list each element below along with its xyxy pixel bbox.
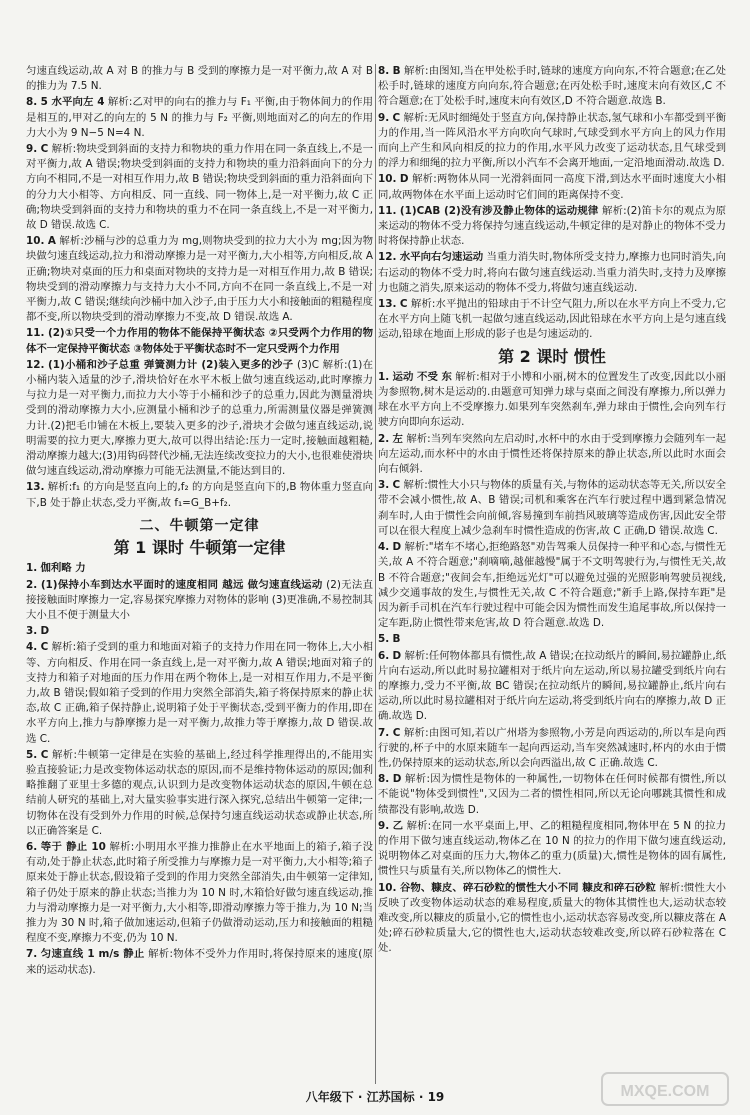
answer-item [378, 772, 726, 818]
item-number: 9. [378, 111, 390, 124]
item-explanation: 解析:无风时细绳处于竖直方向,保持静止状态,氢气球和小车都受到平衡力的作用,当一阵风沿水平方向吹向气球时,气球受到水平方向上的风力作用而向上产生和风向相反的拉力的作用,水平风力改变了运动状态,且气球受到的浮力和细绳的拉力平衡,所以小汽车不会离开地面,一定沿地面滑动.故选 D. [378, 111, 726, 170]
item-number: 11. [378, 204, 397, 217]
item-explanation: 解析:水平抛出的铅球由于不计空气阻力,所以在水平方向上不受力,它在水平方向上随飞机一起做匀速直线运动,因此铅球在水平方向上是匀速直线运动,铅球在地面上形成的影子也是匀速运动的. [378, 298, 726, 341]
item-explanation: 解析:相对于小博和小丽,树木的位置发生了改变,因此以小丽为参照物,树木是运动的.由题意可知弹力球与桌面之间没有摩擦力,所以弹力球在水平方向上不受摩擦力.如果列车突然刹车,弹力球由于惯性,会向列车行驶方向即向东运动. [378, 370, 726, 429]
item-number: 3. [378, 479, 390, 492]
item-answer: C [392, 111, 401, 124]
answer-item [26, 64, 373, 94]
item-number: 2. [378, 432, 390, 445]
item-answer: 运动 不受 东 [392, 370, 452, 383]
answer-item [378, 881, 726, 957]
item-answer: 左 [392, 432, 403, 445]
item-answer: 伽利略 力 [40, 562, 86, 575]
item-number: 5. [26, 748, 38, 761]
item-number: 2. [26, 578, 38, 591]
item-number: 10. [378, 173, 397, 186]
answer-item [26, 578, 373, 624]
answer-item [26, 624, 373, 639]
item-answer: C [392, 479, 401, 492]
item-number: 7. [26, 948, 38, 961]
item-answer: D [399, 173, 409, 186]
item-answer: 乙 [392, 819, 404, 832]
item-answer: 水平向右匀速运动 [399, 251, 484, 264]
item-explanation: 解析:在同一水平桌面上,甲、乙的粗糙程度相同,物体甲在 5 N 的拉力的作用下做匀速直线运动,物体乙在 10 N 的拉力的作用下做匀速直线运动,说明物体乙对桌面的压力大,物体乙的重力(质量)大,惯性是物体的固有属性,惯性只与质量有关,所以物体乙的惯性大. [378, 819, 726, 878]
item-number: 8. [26, 96, 38, 109]
item-number: 4. [26, 641, 38, 654]
answer-item [378, 649, 726, 725]
item-explanation: 解析:f₁ 的方向是竖直向上的,f₂ 的方向是竖直向下的,B 物体重力竖直向下,B 处于静止状态,受力平衡,故 f₁=G_B+f₂. [26, 481, 373, 509]
item-answer: 匀速直线 1 m/s 静止 [40, 948, 145, 961]
answer-item [26, 234, 373, 325]
item-answer: (1)保持小车到达水平面时的速度相同 越远 做匀速直线运动 [40, 578, 323, 591]
answer-item [378, 478, 726, 539]
item-explanation: 解析:两物体从同一光滑斜面同一高度下滑,到达水平面时速度大小相同,故两物体在水平面上运动时它们间的距离保持不变. [378, 173, 726, 201]
item-number: 1. [378, 370, 390, 383]
item-number: 13. [26, 481, 45, 494]
item-answer: C [40, 641, 49, 654]
item-answer: C [399, 298, 408, 311]
item-number: 13. [378, 298, 397, 311]
answer-item [378, 726, 726, 772]
item-number: 9. [26, 143, 38, 156]
item-answer: (1)CAB (2)没有涉及静止物体的运动规律 [399, 204, 599, 217]
item-number: 7. [378, 726, 390, 739]
section-heading: 二、牛顿第一定律 [139, 517, 260, 534]
item-explanation: 解析:物块受到斜面的支持力和物块的重力作用在同一条直线上,不是一对平衡力,故 A 错误;物块受到斜面的支持力和物块的重力沿斜面向下的分力方向不相同,不是一对相互作用力,故 B 错误;物块受到斜面的重力沿斜面向下的分力大小相等、方向相反、同一直线、同一物体上,是一对平衡力,故 C 正确;物块受到斜面的支持力和物块的重力不在同一条直线上,不是一对平衡力,故 D 错误.故选 C. [26, 143, 373, 232]
item-number: 8. [378, 773, 390, 786]
item-number: 6. [26, 840, 38, 853]
answer-item [378, 432, 726, 478]
item-explanation: 解析:沙桶与沙的总重力为 mg,则物块受到的拉力大小为 mg;因为物块做匀速直线运动,拉力和滑动摩擦力是一对平衡力,大小相等,方向相反,故 A 正确;物块对桌面的压力和桌面对物块的支持力是一对相互作用力,故 B 错误;物块受到的滑动摩擦力与支持力大小不同,方向不在同一条直线上,不是一对平衡力,故 C 错误;继续向沙桶中加入沙子,由于压力大小和接触面的粗糙程度都不变,所以物块受到的滑动摩擦力不变,故 D 错误.故选 A. [26, 235, 374, 324]
item-answer: 5 水平向左 4 [40, 96, 105, 109]
answer-item [378, 250, 726, 296]
answer-item [26, 561, 373, 576]
answer-item [378, 632, 726, 647]
answer-item [26, 748, 373, 839]
answer-item [378, 819, 726, 880]
item-explanation: (3)C 解析:(1)在小桶内装入适量的沙子,滑块恰好在水平木板上做匀速直线运动,此时摩擦力与拉力是一对平衡力,而拉力大小等于小桶和沙子的总重力,因此为测量滑块受到的滑动摩擦力大小,应测量小桶和沙子的总重力,所需测量仪器是弹簧测力计.(2)把毛巾铺在木板上,要装入更多的沙子,滑块才会做匀速直线运动,说明需要的拉力更大,摩擦力更大,故可以得出结论:压力一定时,接触面越粗糙,滑动摩擦力越大;(3)用钩码替代沙桶,无法连续改变拉力的大小,也很难使滑块做匀速直线运动,滑动摩擦力可能无法测量,不能达到目的. [26, 358, 373, 478]
item-explanation: (2)无法直接接触面时摩擦力一定,容易探究摩擦力对物体的影响 (3)更准确,不易控制其大小且不便于测量大小 [26, 578, 373, 621]
answer-item [26, 840, 373, 946]
left-column [26, 64, 373, 979]
answer-item [378, 204, 726, 250]
answer-item [378, 64, 726, 110]
item-number: 3. [26, 625, 38, 638]
item-answer: (1)小桶和沙子总重 弹簧测力计 (2)装入更多的沙子 [48, 358, 294, 371]
item-answer: D [392, 541, 402, 554]
item-explanation: 当重力消失时,物体所受支持力,摩擦力也同时消失,向右运动的物体不受力时,将向右做匀速直线运动.当重力消失时,支持力及摩擦力也随之消失,原来运动的物体不受力,将做匀速直线运动. [378, 251, 726, 294]
item-number: 5. [378, 633, 390, 646]
answer-item [26, 142, 373, 233]
item-number: 12. [26, 358, 45, 371]
column-divider [375, 64, 376, 1084]
answer-item [378, 172, 726, 202]
item-answer: 等于 静止 10 [40, 840, 106, 853]
item-explanation: 解析:牛顿第一定律是在实验的基础上,经过科学推理得出的,不能用实验直接验证;力是改变物体运动状态的原因,而不是维持物体运动的原因;伽利略推翻了亚里士多德的观点,认识到力是改变物体运动状态的原因,牛顿在总结前人研究的基础上,对大量实验事实进行深入探究,总结出牛顿第一定律;一切物体在没有受到外力作用的时候,总保持匀速直线运动状态或静止状态,所以正确答案是 C. [26, 748, 373, 837]
answer-item [26, 480, 373, 510]
lesson-heading: 第 1 课时 牛顿第一定律 [113, 538, 286, 558]
item-number: 8. [378, 65, 390, 77]
item-explanation: 解析:(2)笛卡尔的观点为原来运动的物体不受力将保持匀速直线运动,牛顿定律的是对静止的物体不受力时将保持静止状态. [378, 204, 726, 248]
answer-item [378, 540, 726, 631]
answer-item [378, 370, 726, 431]
answer-item [26, 326, 373, 356]
item-explanation: 解析:惯性大小反映了改变物体运动状态的难易程度,质量大的物体其惯性也大,运动状态较难改变,所以糠皮的质量小,它的惯性也小,运动状态容易改变,所以糠皮落在 A 处;碎石砂粒质量大,它的惯性也大,运动状态较难改变,所以碎石砂粒落在 C 处. [378, 881, 726, 955]
right-column [378, 64, 726, 958]
item-answer: C [40, 143, 49, 156]
item-answer: 谷物、糠皮、碎石砂粒的惯性大小不同 糠皮和碎石砂粒 [399, 881, 656, 894]
answer-item [378, 111, 726, 172]
item-number: 10. [26, 235, 45, 248]
item-answer: D [392, 773, 402, 786]
item-explanation: 匀速直线运动,故 A 对 B 的推力与 B 受到的摩擦力是一对平衡力,故 A 对 B 的推力为 7.5 N. [26, 65, 373, 93]
item-explanation: 解析:当列车突然向左启动时,水杯中的水由于受到摩擦力会随列车一起向左运动,而水杯中的水由于惯性还将保持原来的静止状态,所以此时水面会向右倾斜. [378, 432, 726, 476]
item-number: 4. [378, 541, 390, 554]
answer-item [378, 297, 726, 343]
item-explanation: 解析:乙对甲的向右的推力与 F₁ 平衡,由于物体间力的作用是相互的,甲对乙的向左的 5 N 的推力与 F₂ 平衡,则地面对乙的向左的作用力大小为 9 N−5 N=4 N. [26, 96, 373, 139]
item-explanation: 解析:小明用水平推力推静止在水平地面上的箱子,箱子没有动,处于静止状态,此时箱子所受推力与摩擦力是一对平衡力,大小相等;箱子原来处于静止状态,假设箱子受到的作用力突然全部消失,由牛顿第一定律知,箱子仍处于原来的静止状态;当推力为 10 N 时,木箱恰好做匀速直线运动,推力与滑动摩擦力是一对平衡力,大小相等,即滑动摩擦力等于推力,为 10 N;当推力为 30 N 时,箱子做加速运动,但箱子仍做滑动运动,压力和接触面的粗糙程度不变,摩擦力不变,仍为 10 N. [26, 840, 373, 945]
item-answer: B [392, 633, 401, 646]
item-answer: D [392, 649, 402, 662]
item-number: 12. [378, 251, 397, 264]
item-number: 11. [26, 327, 45, 340]
answer-item [26, 358, 373, 480]
item-number: 9. [378, 819, 390, 832]
item-explanation: 解析:由图可知,若以广州塔为参照物,小芳是向西运动的,所以车是向西行驶的,杯子中的水原来随车一起向西运动,当车突然减速时,杯内的水由于惯性,仍保持原来的运动状态,所以会向西溢出,故 C 正确.故选 C. [378, 726, 726, 769]
watermark-logo [600, 1069, 730, 1109]
lesson-heading: 第 2 课时 惯性 [498, 346, 606, 366]
item-answer: B [392, 65, 401, 77]
item-explanation: 解析:因为惯性是物体的一种属性,一切物体在任何时候都有惯性,所以不能说"物体受到惯性",又因为二者的惯性相同,所以无论向哪跳其惯性和成绩都没有影响,故选 D. [378, 773, 726, 816]
page-footer: 八年级下 · 江苏国标 · 19 [305, 1090, 445, 1104]
svg-text:MXQE.COM: MXQE.COM [620, 1083, 710, 1100]
item-explanation: 解析:物体不受外力作用时,将保持原来的速度(原来的运动状态). [26, 948, 373, 976]
item-explanation: 解析:任何物体都具有惯性,故 A 错误;在拉动纸片的瞬间,易拉罐静止,纸片向右运动,所以此时易拉罐相对于纸片向左运动,所以易拉罐受到纸片向右的摩擦力,受力不平衡,故 BC 错误;在拉动纸片的瞬间,易拉罐静止,纸片向右运动,所以此时易拉罐相对于纸片向左运动,将受到纸片向右的摩擦力,故 D 正确.故选 D. [378, 649, 727, 723]
item-answer: D [40, 625, 50, 638]
answer-item [26, 947, 373, 977]
item-number: 10. [378, 881, 397, 894]
item-answer: (2)①只受一个力作用的物体不能保持平衡状态 ②只受两个力作用的物体不一定保持平衡状态 ③物体处于平衡状态时不一定只受两个力作用 [26, 327, 373, 355]
item-answer: A [47, 235, 56, 248]
item-answer: C [40, 748, 49, 761]
item-number: 1. [26, 562, 38, 575]
answer-item [26, 640, 373, 746]
item-answer: C [392, 726, 401, 739]
item-explanation: 解析:惯性大小只与物体的质量有关,与物体的运动状态等无关,所以安全带不会减小惯性,故 A、B 错误;司机和乘客在汽车行驶过程中遇到紧急情况刹车时,人由于惯性会向前倾,容易撞到车前挡风玻璃等造成伤害,因此安全带可以在很大程度上减少急刹车时惯性造成的伤害,故 C 正确,D 错误.故选 C. [378, 479, 726, 537]
item-explanation: 解析:"堵车不堵心,拒绝路怒"劝告驾乘人员保持一种平和心态,与惯性无关,故 A 不符合题意;"刹嘀嘀,越催越慢"属于不文明驾驶行为,与惯性无关,故 B 不符合题意;"夜间会车,拒绝远光灯"可以避免过强的光照影响驾驶员视线,减少交通事故的发生,与惯性无关,故 C 不符合题意;"新手上路,保持车距"是因为新手司机在汽车行驶过程中可能会因为惯性而发生追尾事故,所以保持一定车距,防止惯性带来危害,故 D 符合题意.故选 D. [378, 541, 726, 630]
item-number: 6. [378, 649, 390, 662]
item-explanation: 解析:由图知,当在甲处松手时,链球的速度方向向东,不符合题意;在乙处松手时,链球的速度方向向东,符合题意;在丙处松手时,速度末向有效区,C 不符合题意;在丁处松手时,速度末向有效区,D 不符合题意.故选 B. [378, 65, 726, 108]
answer-item [26, 95, 373, 141]
item-explanation: 解析:箱子受到的重力和地面对箱子的支持力作用在同一物体上,大小相等、方向相反、作用在同一条直线上,是一对平衡力,故 A 错误;地面对箱子的支持力和箱子对地面的压力作用在两个物体上,是一对相互作用力,不是平衡力,故 B 错误;假如箱子受到的作用力突然全部消失,箱子将保持原来的静止状态,故 C 正确,箱子保持静止,说明箱子处于平衡状态,受到平衡力的作用,即在水平方向上,推力与静摩擦力是一对平衡力,故推力等于摩擦力,故 D 错误.故选 C. [26, 641, 373, 745]
